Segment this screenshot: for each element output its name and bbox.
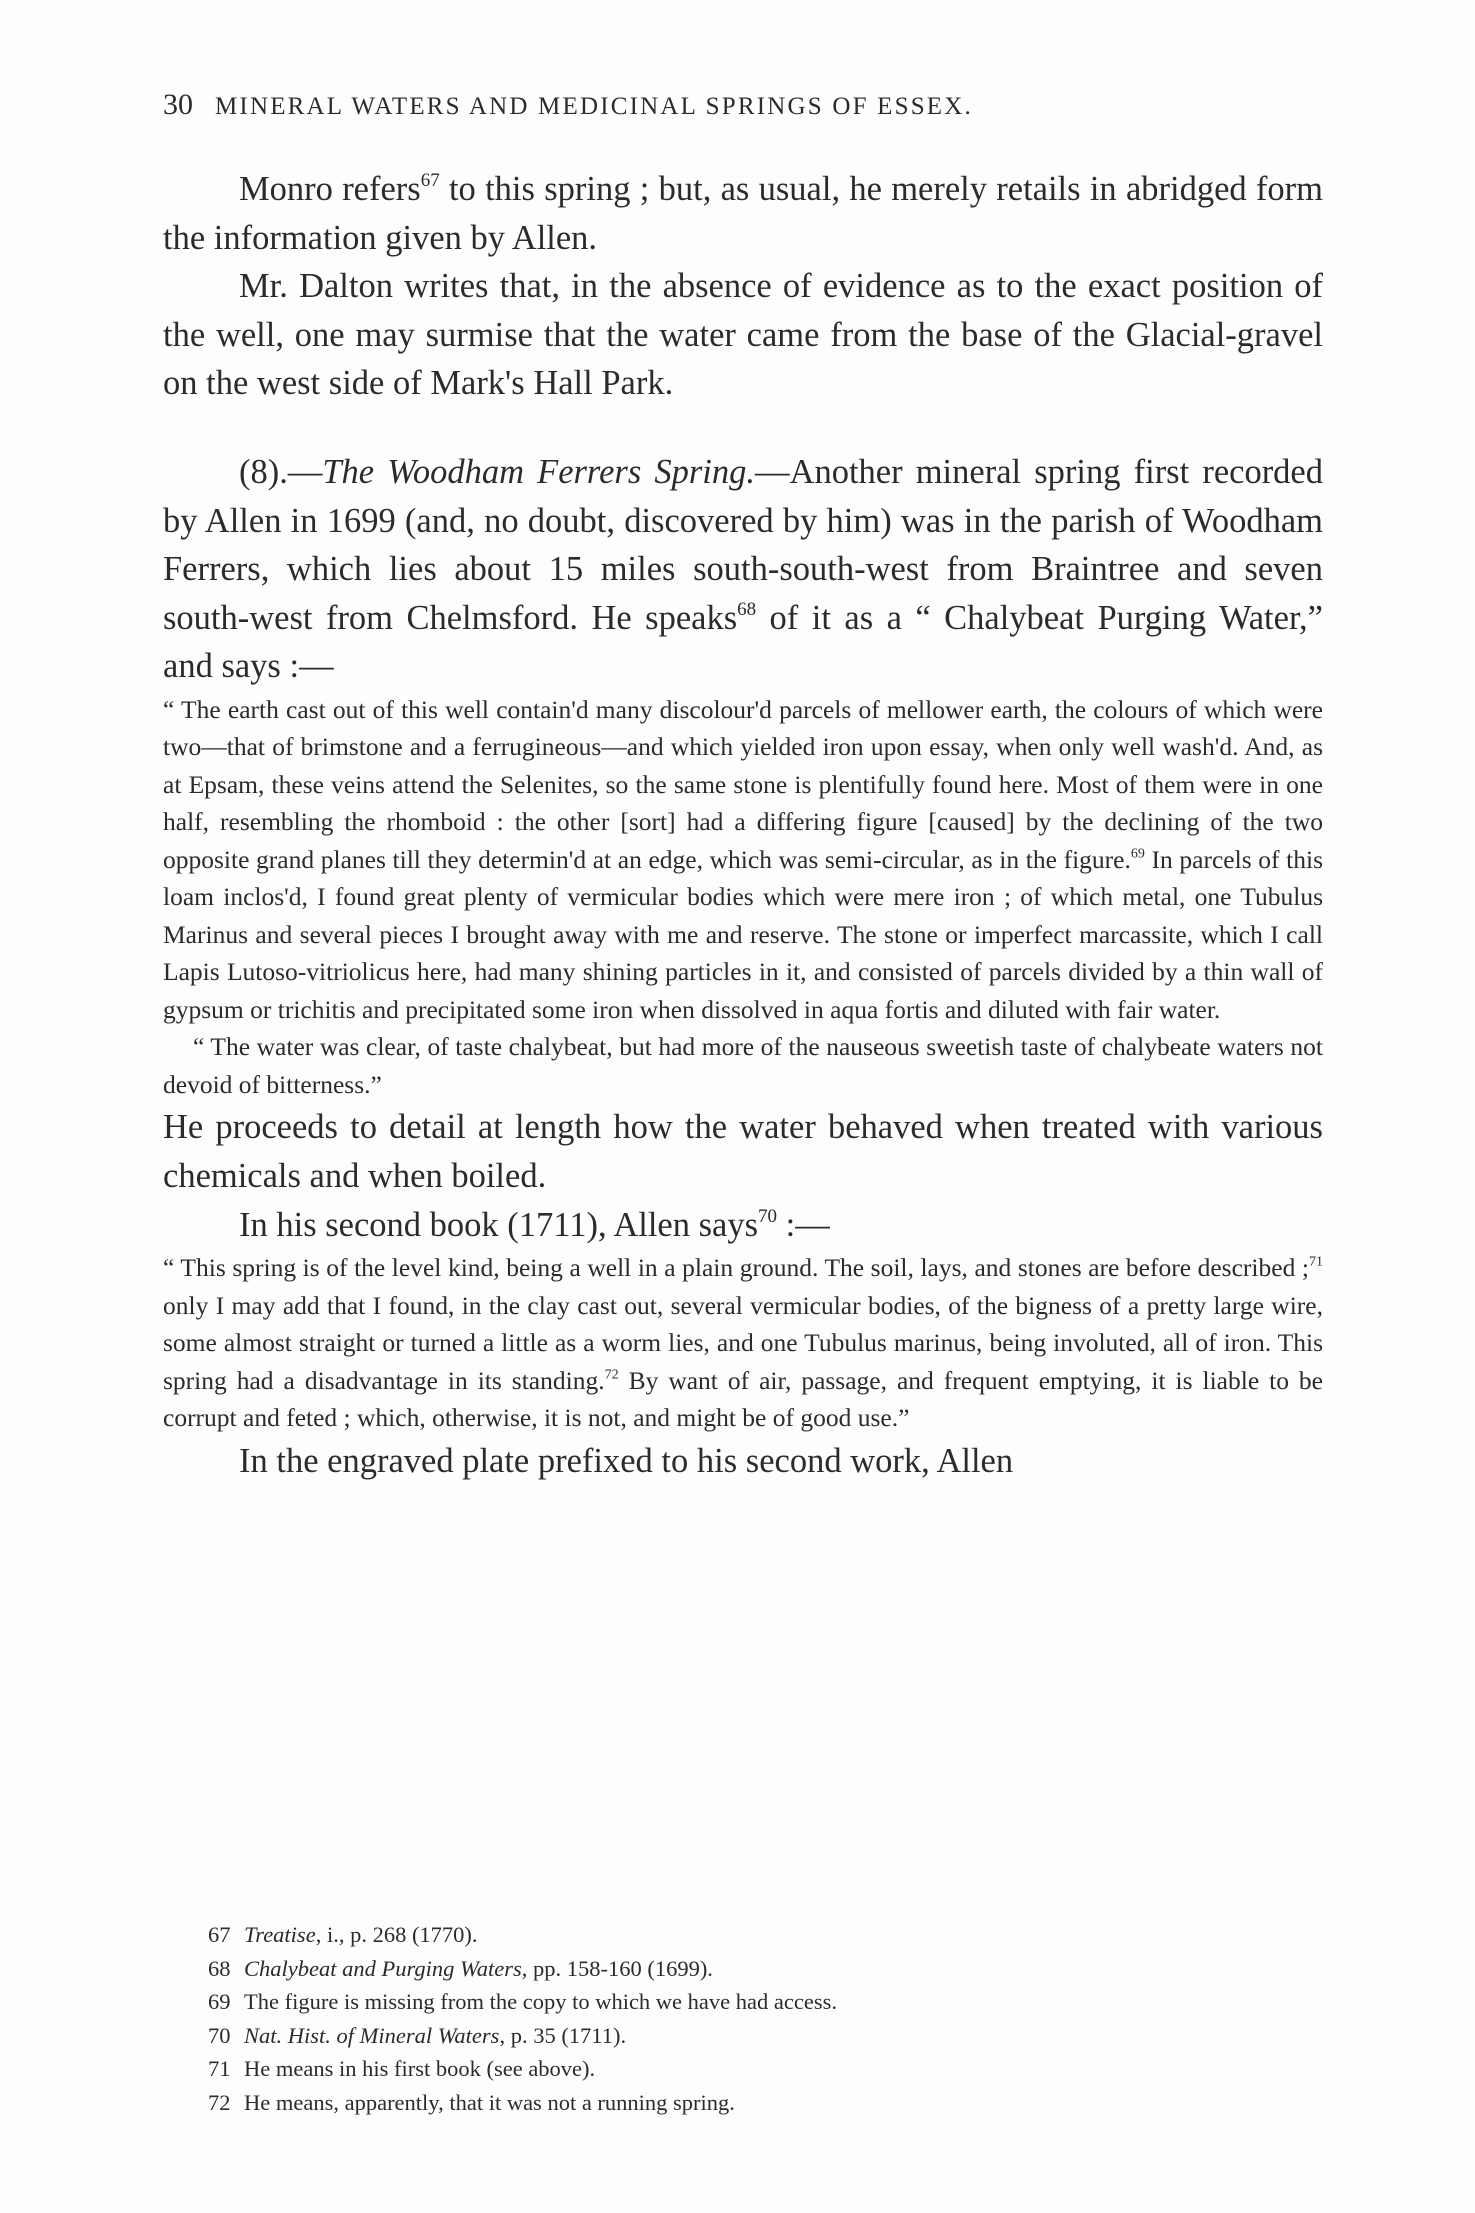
running-head	[163, 88, 1323, 122]
footnote-69: 69 The figure is missing from the copy to which we have had access.	[208, 1989, 837, 2015]
footnotes	[208, 1918, 1308, 2120]
paragraph-monro: Monro refers$^{67}$ to this spring ; but, as usual, he merely retails in abridged form the information given by Allen.	[163, 169, 1323, 257]
paragraph-woodham-ferrers: (8).—The Woodham Ferrers Spring.—Another mineral spring first recorded by Allen in 1699 (and, no doubt, discovered by him) was in the parish of Woodham Ferrers, which lies about 15 miles south-south-west from Braintree and seven south-west from Chelmsford. He speaks$^{68}$ of it as a “ Chalybeat Purging Water,” and says :—	[163, 452, 1323, 686]
footnote-ref-71[interactable]: 71	[1308, 1254, 1323, 1270]
quotation-water: “ The water was clear, of taste chalybeat, but had more of the nauseous sweetish taste of chalybeate waters not devoid of bitterness.”	[163, 1032, 1323, 1099]
footnote-67: 67 Treatise, i., p. 268 (1770).	[208, 1922, 478, 1947]
quotation-spring: “ This spring is of the level kind, being a well in a plain ground. The soil, lays, and stones are before described ;$^{71}$ only I may add that I found, in the clay cast out, several vermicular bodies, of the bigness of a pretty large wire, some almost straight or turned a little as a worm lies, and one Tubulus marinus, being involuted, all of iron. This spring had a disadvantage in its standing.$^{72}$ By want of air, passage, and frequent emptying, it is liable to be corrupt and feted ; which, otherwise, it is not, and might be of good use.”	[163, 1253, 1324, 1433]
page-number: 30	[163, 88, 193, 121]
paragraph-engraved-plate: In the engraved plate prefixed to his second work, Allen	[239, 1441, 1014, 1480]
footnote-ref-72[interactable]: 72	[604, 1367, 619, 1383]
paragraph-second-book: In his second book (1711), Allen says$^{70}$ :—	[239, 1205, 830, 1244]
footnote-72: 72 He means, apparently, that it was not a running spring.	[208, 2089, 735, 2115]
footnote-ref-68[interactable]: 68	[737, 598, 757, 620]
footnote-ref-67[interactable]: 67	[420, 169, 440, 191]
paragraph-dalton: Mr. Dalton writes that, in the absence of evidence as to the exact position of the well, one may surmise that the water came from the base of the Glacial-gravel on the west side of Mark's Hall Park.	[163, 267, 1323, 403]
paragraph-proceeds: He proceeds to detail at length how the water behaved when treated with various chemicals and when boiled.	[163, 1108, 1323, 1196]
quotation-earth: “ The earth cast out of this well contain'd many discolour'd parcels of mellower earth, the colours of which were two—that of brimstone and a ferrugineous—and which yielded iron upon essay, when only well wash'd. And, as at Epsam, these veins attend the Selenites, so the same stone is plentifully found here. Most of them were in one half, resembling the rhomboid : the other [sort] had a differing figure [caused] by the declining of the two opposite grand planes till they determin'd at an edge, which was semi-circular, as in the figure.$^{69}$ In parcels of this loam inclos'd, I found great plenty of vermicular bodies which were mere iron ; of which metal, one Tubulus Marinus and several pieces I brought away with me and reserve. The stone or imperfect marcassite, which I call Lapis Lutoso-vitriolicus here, had many shining particles in it, and consisted of parcels divided by a thin wall of gypsum or trichitis and precipitated some iron when dissolved in aqua fortis and diluted with fair water.	[163, 694, 1323, 1024]
footnote-68: 68 Chalybeat and Purging Waters, pp. 158-160 (1699).	[208, 1955, 713, 1981]
body-text	[163, 165, 1323, 1485]
footnote-70: 70 Nat. Hist. of Mineral Waters, p. 35 (1711).	[208, 2022, 627, 2048]
footnote-ref-69[interactable]: 69	[1130, 846, 1145, 862]
footnote-71: 71 He means in his first book (see above).	[208, 2056, 596, 2082]
footnote-ref-70[interactable]: 70	[758, 1205, 778, 1227]
running-title: MINERAL WATERS AND MEDICINAL SPRINGS OF ESSEX.	[215, 93, 973, 120]
section-heading: The Woodham Ferrers Spring.	[322, 452, 756, 491]
